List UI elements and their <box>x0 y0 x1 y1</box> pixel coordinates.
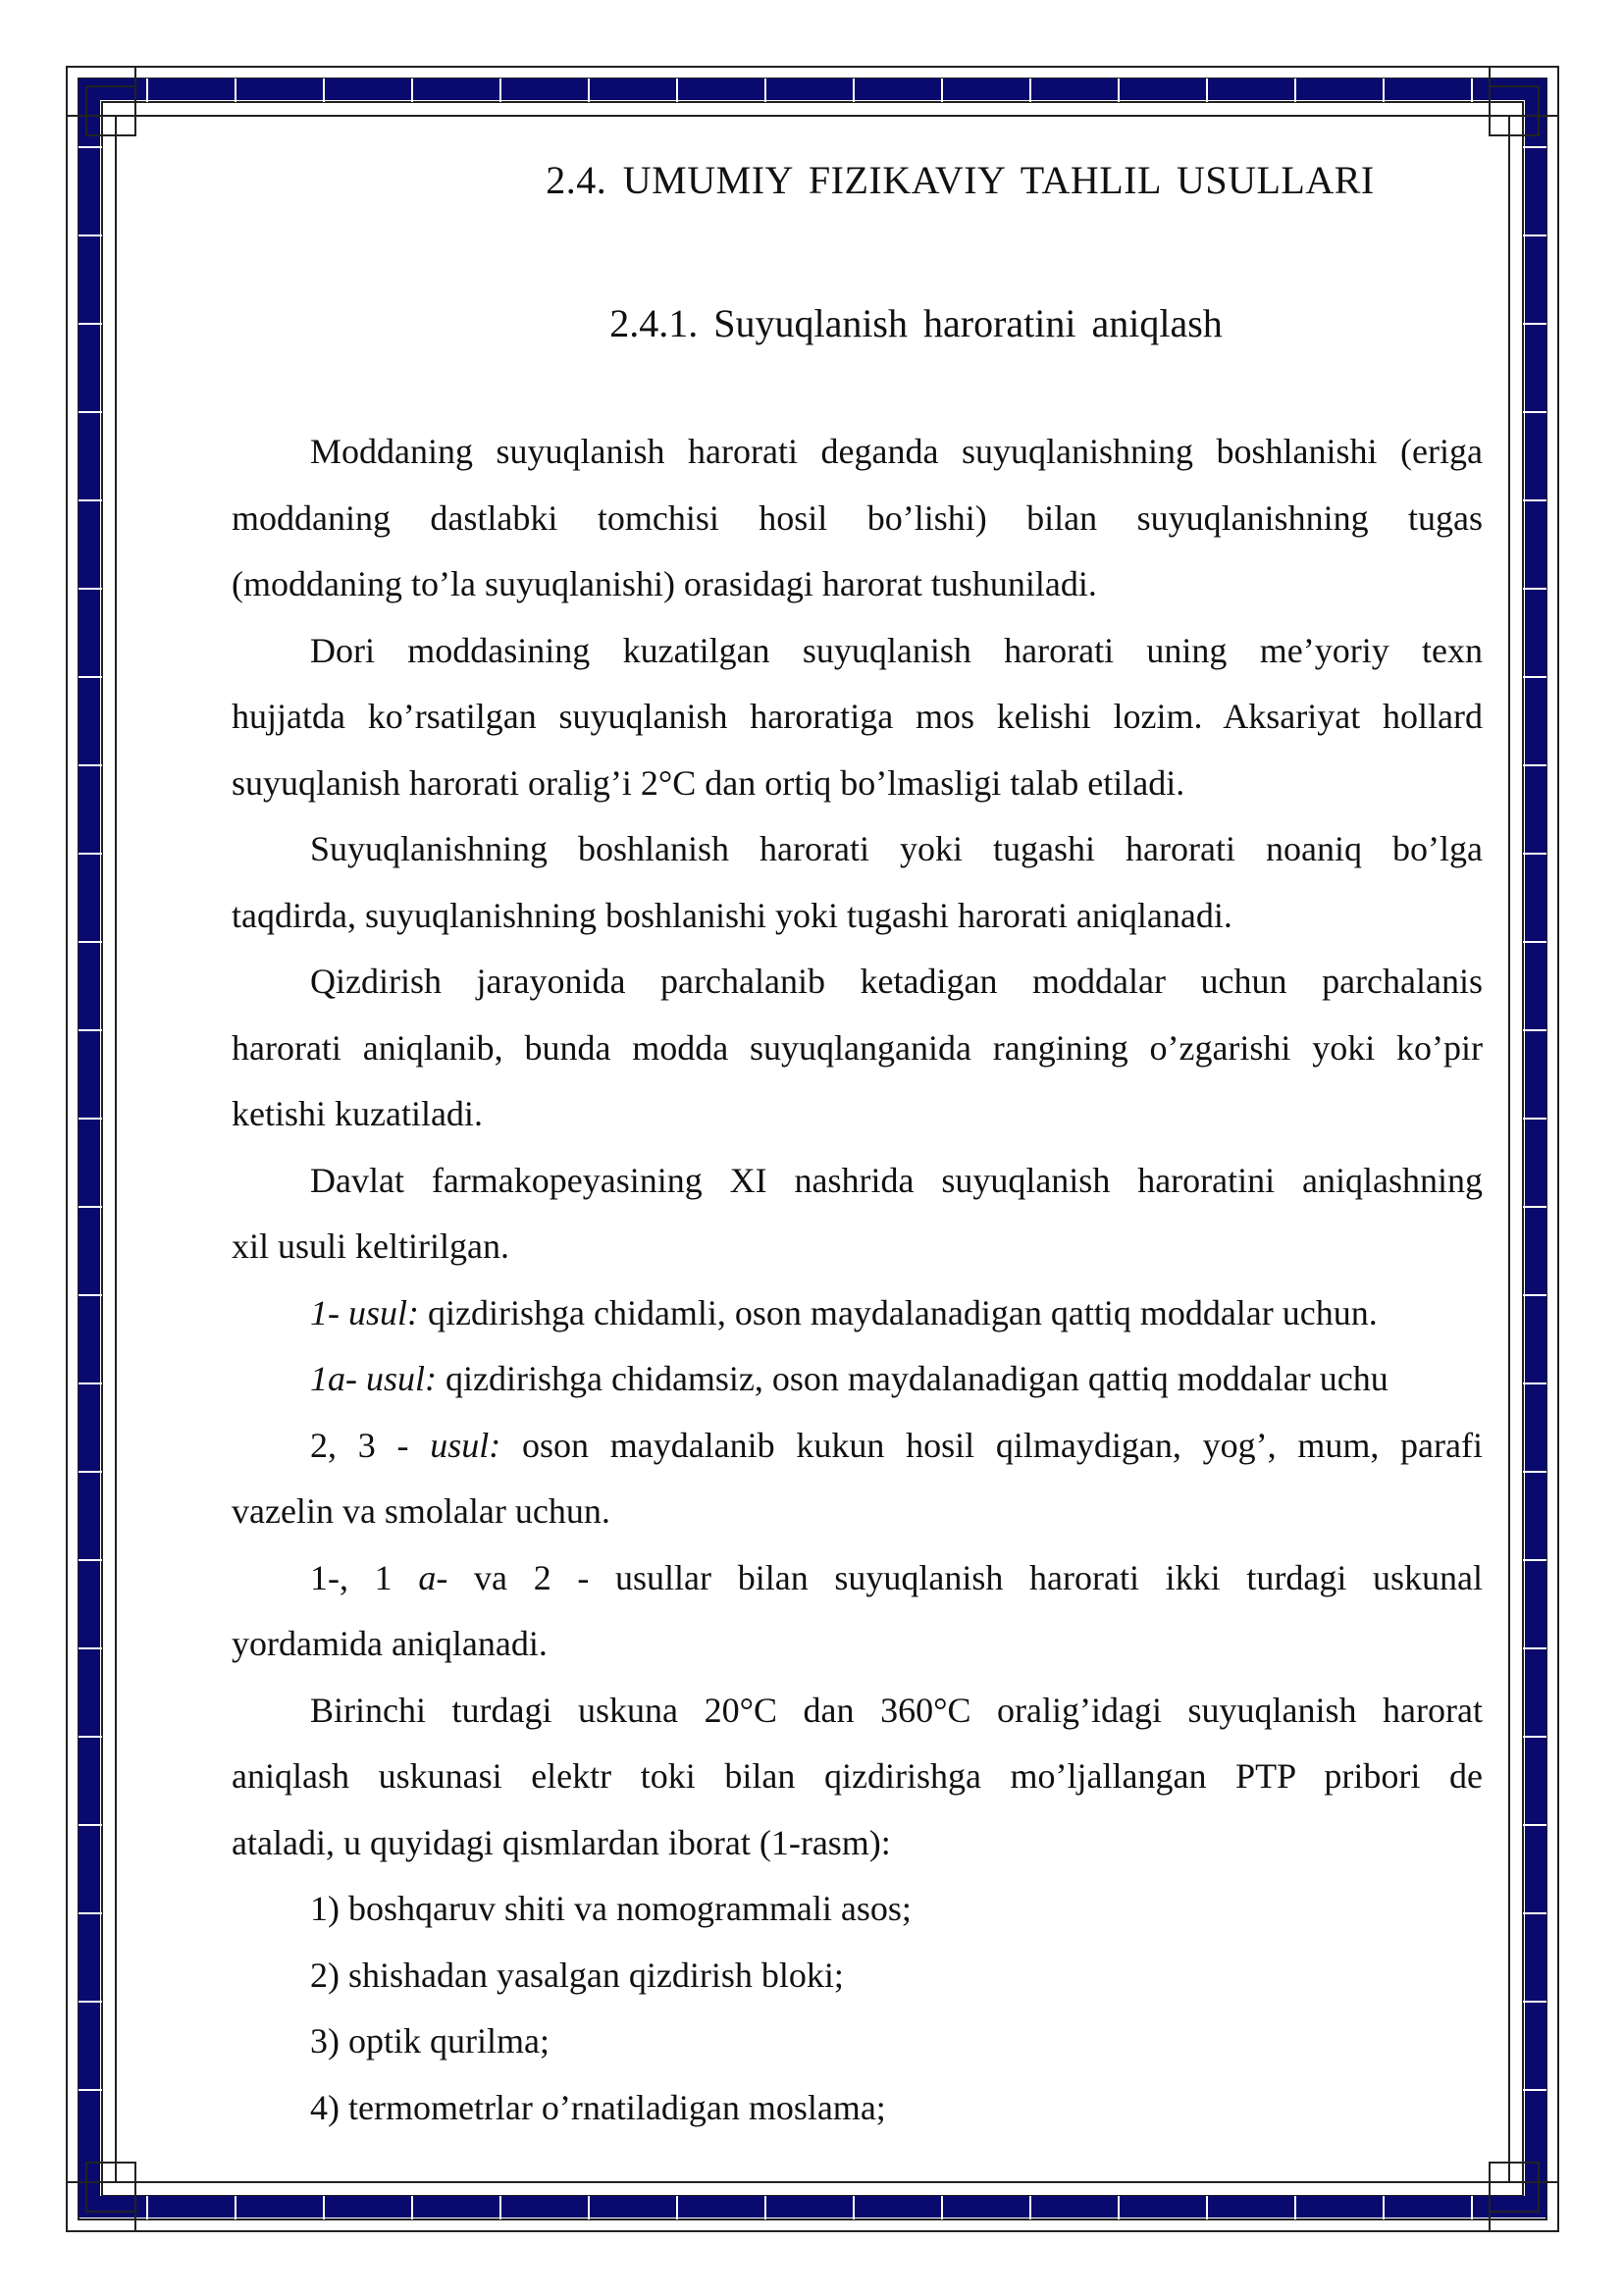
method-label: 1a- usul: <box>310 1359 437 1398</box>
text-line: Birinchi turdagi uskuna 20°C dan 360°C oralig’idagi suyuqlanish harorat <box>310 1690 1483 1730</box>
list <box>232 1876 1483 2141</box>
subsection-heading: 2.4.1. Suyuqlanish haroratini aniqlash <box>609 301 1223 345</box>
method-text: oson maydalanib kukun hosil qilmaydigan, yog’, mum, parafi <box>500 1425 1483 1465</box>
text-line: Qizdirish jarayonida parchalanib ketadigan moddalar uchun parchalanis <box>310 962 1483 1001</box>
text-line: xil usuli keltirilgan. <box>232 1226 509 1266</box>
list-item: 4) termometrlar o’rnatiladigan moslama; <box>310 2087 886 2127</box>
method-text: qizdirishga chidamsiz, oson maydalanadigan qattiq moddalar uchu <box>437 1359 1388 1398</box>
method-text: va 2 - usullar bilan suyuqlanish harorati ikki turdagi uskunal <box>447 1557 1483 1597</box>
method-label: a- <box>418 1557 448 1597</box>
method-1-1a-2 <box>232 1545 1483 1678</box>
method-1 <box>232 1280 1483 1347</box>
method-1a <box>232 1346 1483 1413</box>
text-line: taqdirda, suyuqlanishning boshlanishi yoki tugashi harorati aniqlanadi. <box>232 895 1232 935</box>
text-line: yordamida aniqlanadi. <box>232 1624 548 1663</box>
text-line: (moddaning to’la suyuqlanishi) orasidagi harorat tushuniladi. <box>232 564 1097 603</box>
method-prefix: 2, 3 - <box>310 1425 431 1465</box>
text-line: Suyuqlanishning boshlanish harorati yoki tugashi harorati noaniq bo’lga <box>310 829 1483 868</box>
paragraph-5 <box>232 1148 1483 1280</box>
text-line: Dori moddasining kuzatilgan suyuqlanish harorati uning me’yoriy texn <box>310 630 1483 670</box>
text-line: Davlat farmakopeyasining XI nashrida suyuqlanish haroratini aniqlashning <box>310 1160 1483 1200</box>
page-content <box>232 0 1483 2296</box>
text-line: moddaning dastlabki tomchisi hosil bo’lishi) bilan suyuqlanishning tugas <box>232 497 1483 538</box>
method-prefix: 1-, 1 <box>310 1557 419 1597</box>
text-line: Moddaning suyuqlanish harorati deganda suyuqlanishning boshlanishi (eriga <box>310 432 1483 471</box>
list-item: 3) optik qurilma; <box>310 2021 550 2061</box>
text-line: harorati aniqlanib, bunda modda suyuqlanganida rangining o’zgarishi yoki ko’pir <box>232 1027 1483 1068</box>
paragraph-1 <box>232 419 1483 618</box>
method-label: 1- usul: <box>310 1292 419 1332</box>
text-line: hujjatda ko’rsatilgan suyuqlanish haroratiga mos kelishi lozim. Aksariyat hollard <box>232 697 1483 736</box>
paragraph-2 <box>232 618 1483 817</box>
body-text <box>232 419 1483 2141</box>
text-line: vazelin va smolalar uchun. <box>232 1491 610 1531</box>
text-line: aniqlash uskunasi elektr toki bilan qizdirishga mo’ljallangan PTP pribori de <box>232 1756 1483 1796</box>
text-line: ketishi kuzatiladi. <box>232 1094 483 1133</box>
paragraph-6 <box>232 1678 1483 1877</box>
section-heading: 2.4. UMUMIY FIZIKAVIY TAHLIL USULLARI <box>546 158 1375 202</box>
method-text: qizdirishga chidamli, oson maydalanadigan qattiq moddalar uchun. <box>419 1292 1378 1332</box>
text-line: suyuqlanish harorati oralig’i 2°C dan ortiq bo’lmasligi talab etiladi. <box>232 762 1185 803</box>
method-label: usul: <box>430 1425 501 1465</box>
list-item: 1) boshqaruv shiti va nomogrammali asos; <box>310 1889 912 1928</box>
method-2-3 <box>232 1413 1483 1545</box>
list-item: 2) shishadan yasalgan qizdirish bloki; <box>310 1955 844 1995</box>
paragraph-3 <box>232 816 1483 949</box>
text-line: ataladi, u quyidagi qismlardan iborat (1-rasm): <box>232 1822 891 1862</box>
paragraph-4 <box>232 949 1483 1148</box>
